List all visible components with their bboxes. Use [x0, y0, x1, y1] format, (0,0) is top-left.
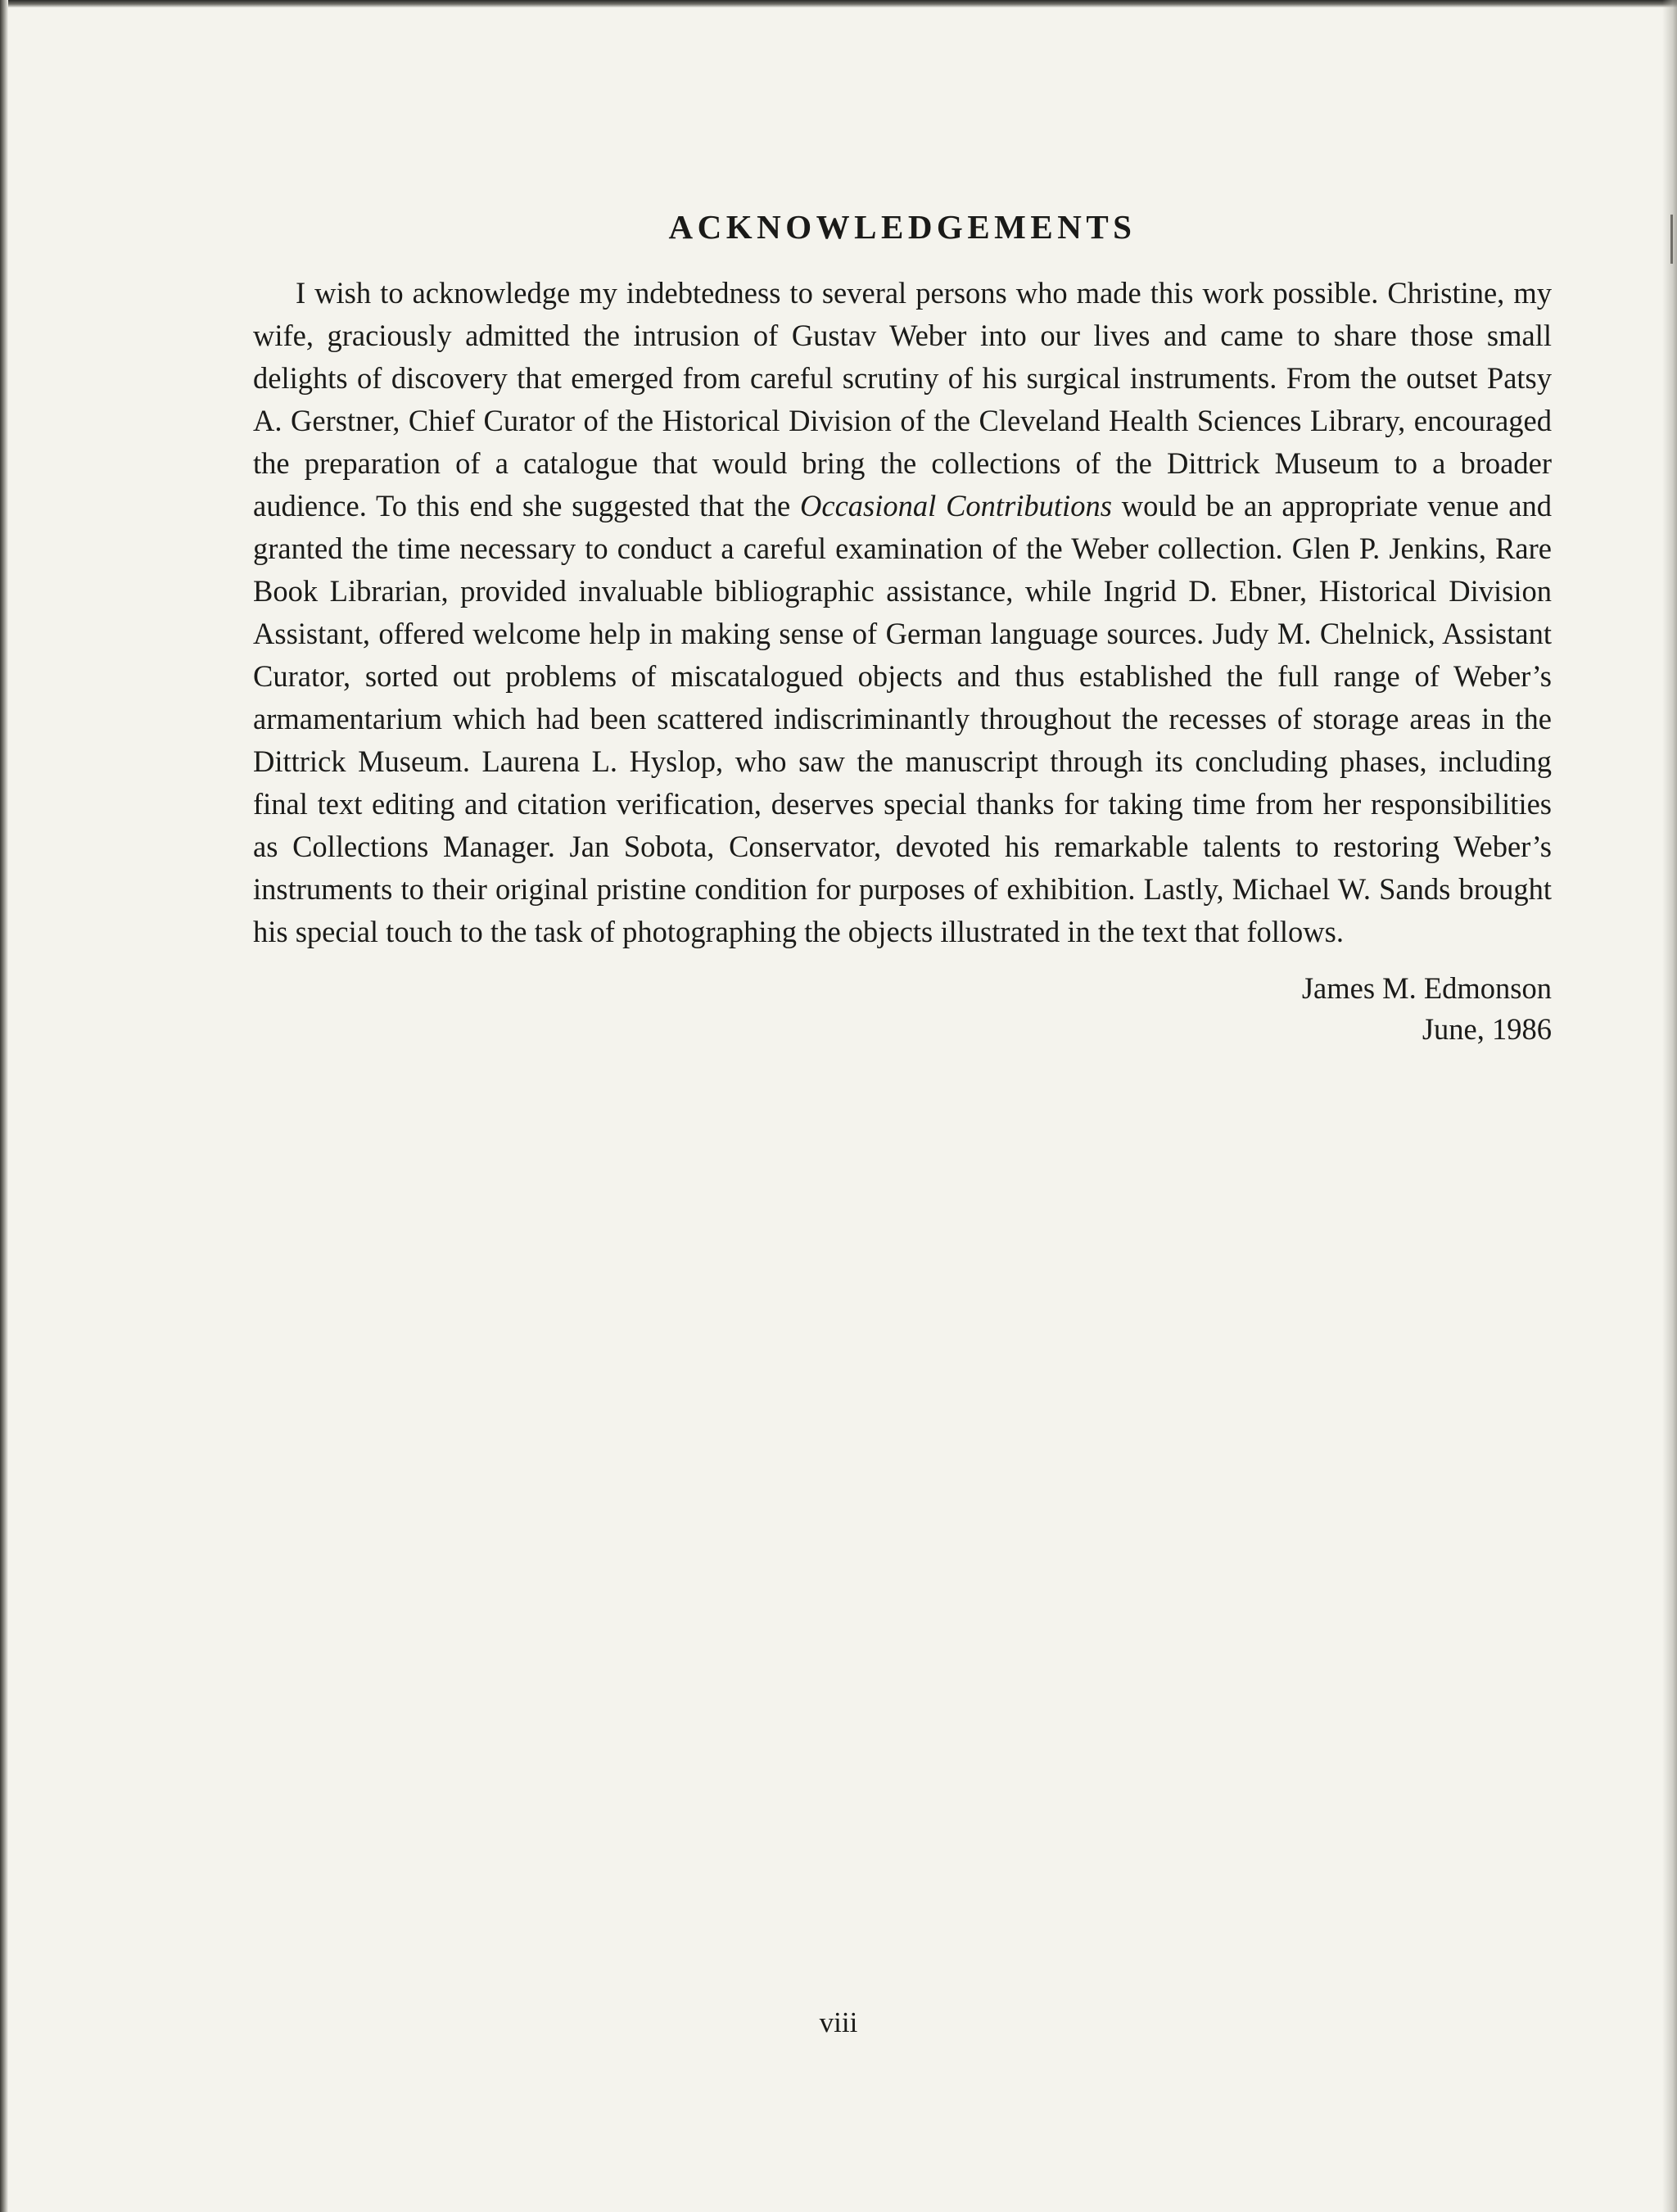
paragraph-italic-title: Occasional Contributions [800, 489, 1112, 522]
author-name: James M. Edmonson [1301, 971, 1552, 1005]
paragraph-text-part-1: I wish to acknowledge my indebtedness to several persons who made this work possible. Christine, my wife, graciously admitted the intrusion of Gustav Weber into our lives and came to share those small delights of discovery that emerged from careful scrutiny of his surgical instruments. From the outset Patsy A. Gerstner, Chief Curator of the Historical Division of the Cleveland Health Sciences Library, encouraged the preparation of a catalogue that would bring the collections of the Dittrick Museum to a broader audience. To this end she suggested that the [253, 276, 1552, 522]
acknowledgements-paragraph [253, 272, 1552, 953]
page-edge-mark [1670, 215, 1673, 264]
signature-date: June, 1986 [1422, 1012, 1552, 1046]
page-number: viii [819, 2006, 858, 2038]
page-content [253, 203, 1552, 1050]
page-title: ACKNOWLEDGEMENTS [668, 208, 1137, 246]
paragraph-text-part-2: would be an appropriate venue and granted the time necessary to conduct a careful examination of the Weber collection. Glen P. Jenkins, Rare Book Librarian, provided invaluable bibliographic assistance, while Ingrid D. Ebner, Historical Division Assistant, offered welcome help in making sense of German language sources. Judy M. Chelnick, Assistant Curator, sorted out problems of miscatalogued objects and thus established the full range of Weber’s armamentarium which had been scattered indiscriminantly throughout the recesses of storage areas in the Dittrick Museum. Laurena L. Hyslop, who saw the manuscript through its concluding phases, including final text editing and citation verification, deserves special thanks for taking time from her responsibilities as Collections Manager. Jan Sobota, Conservator, devoted his remarkable talents to restoring Weber’s instruments to their original pristine condition for purposes of exhibition. Lastly, Michael W. Sands brought his special touch to the task of photographing the objects illustrated in the text that follows. [253, 489, 1552, 948]
page-left-edge [0, 0, 8, 2212]
page-top-edge [0, 0, 1677, 7]
page-right-shadow [1662, 0, 1677, 2212]
signature-block [253, 968, 1552, 1050]
